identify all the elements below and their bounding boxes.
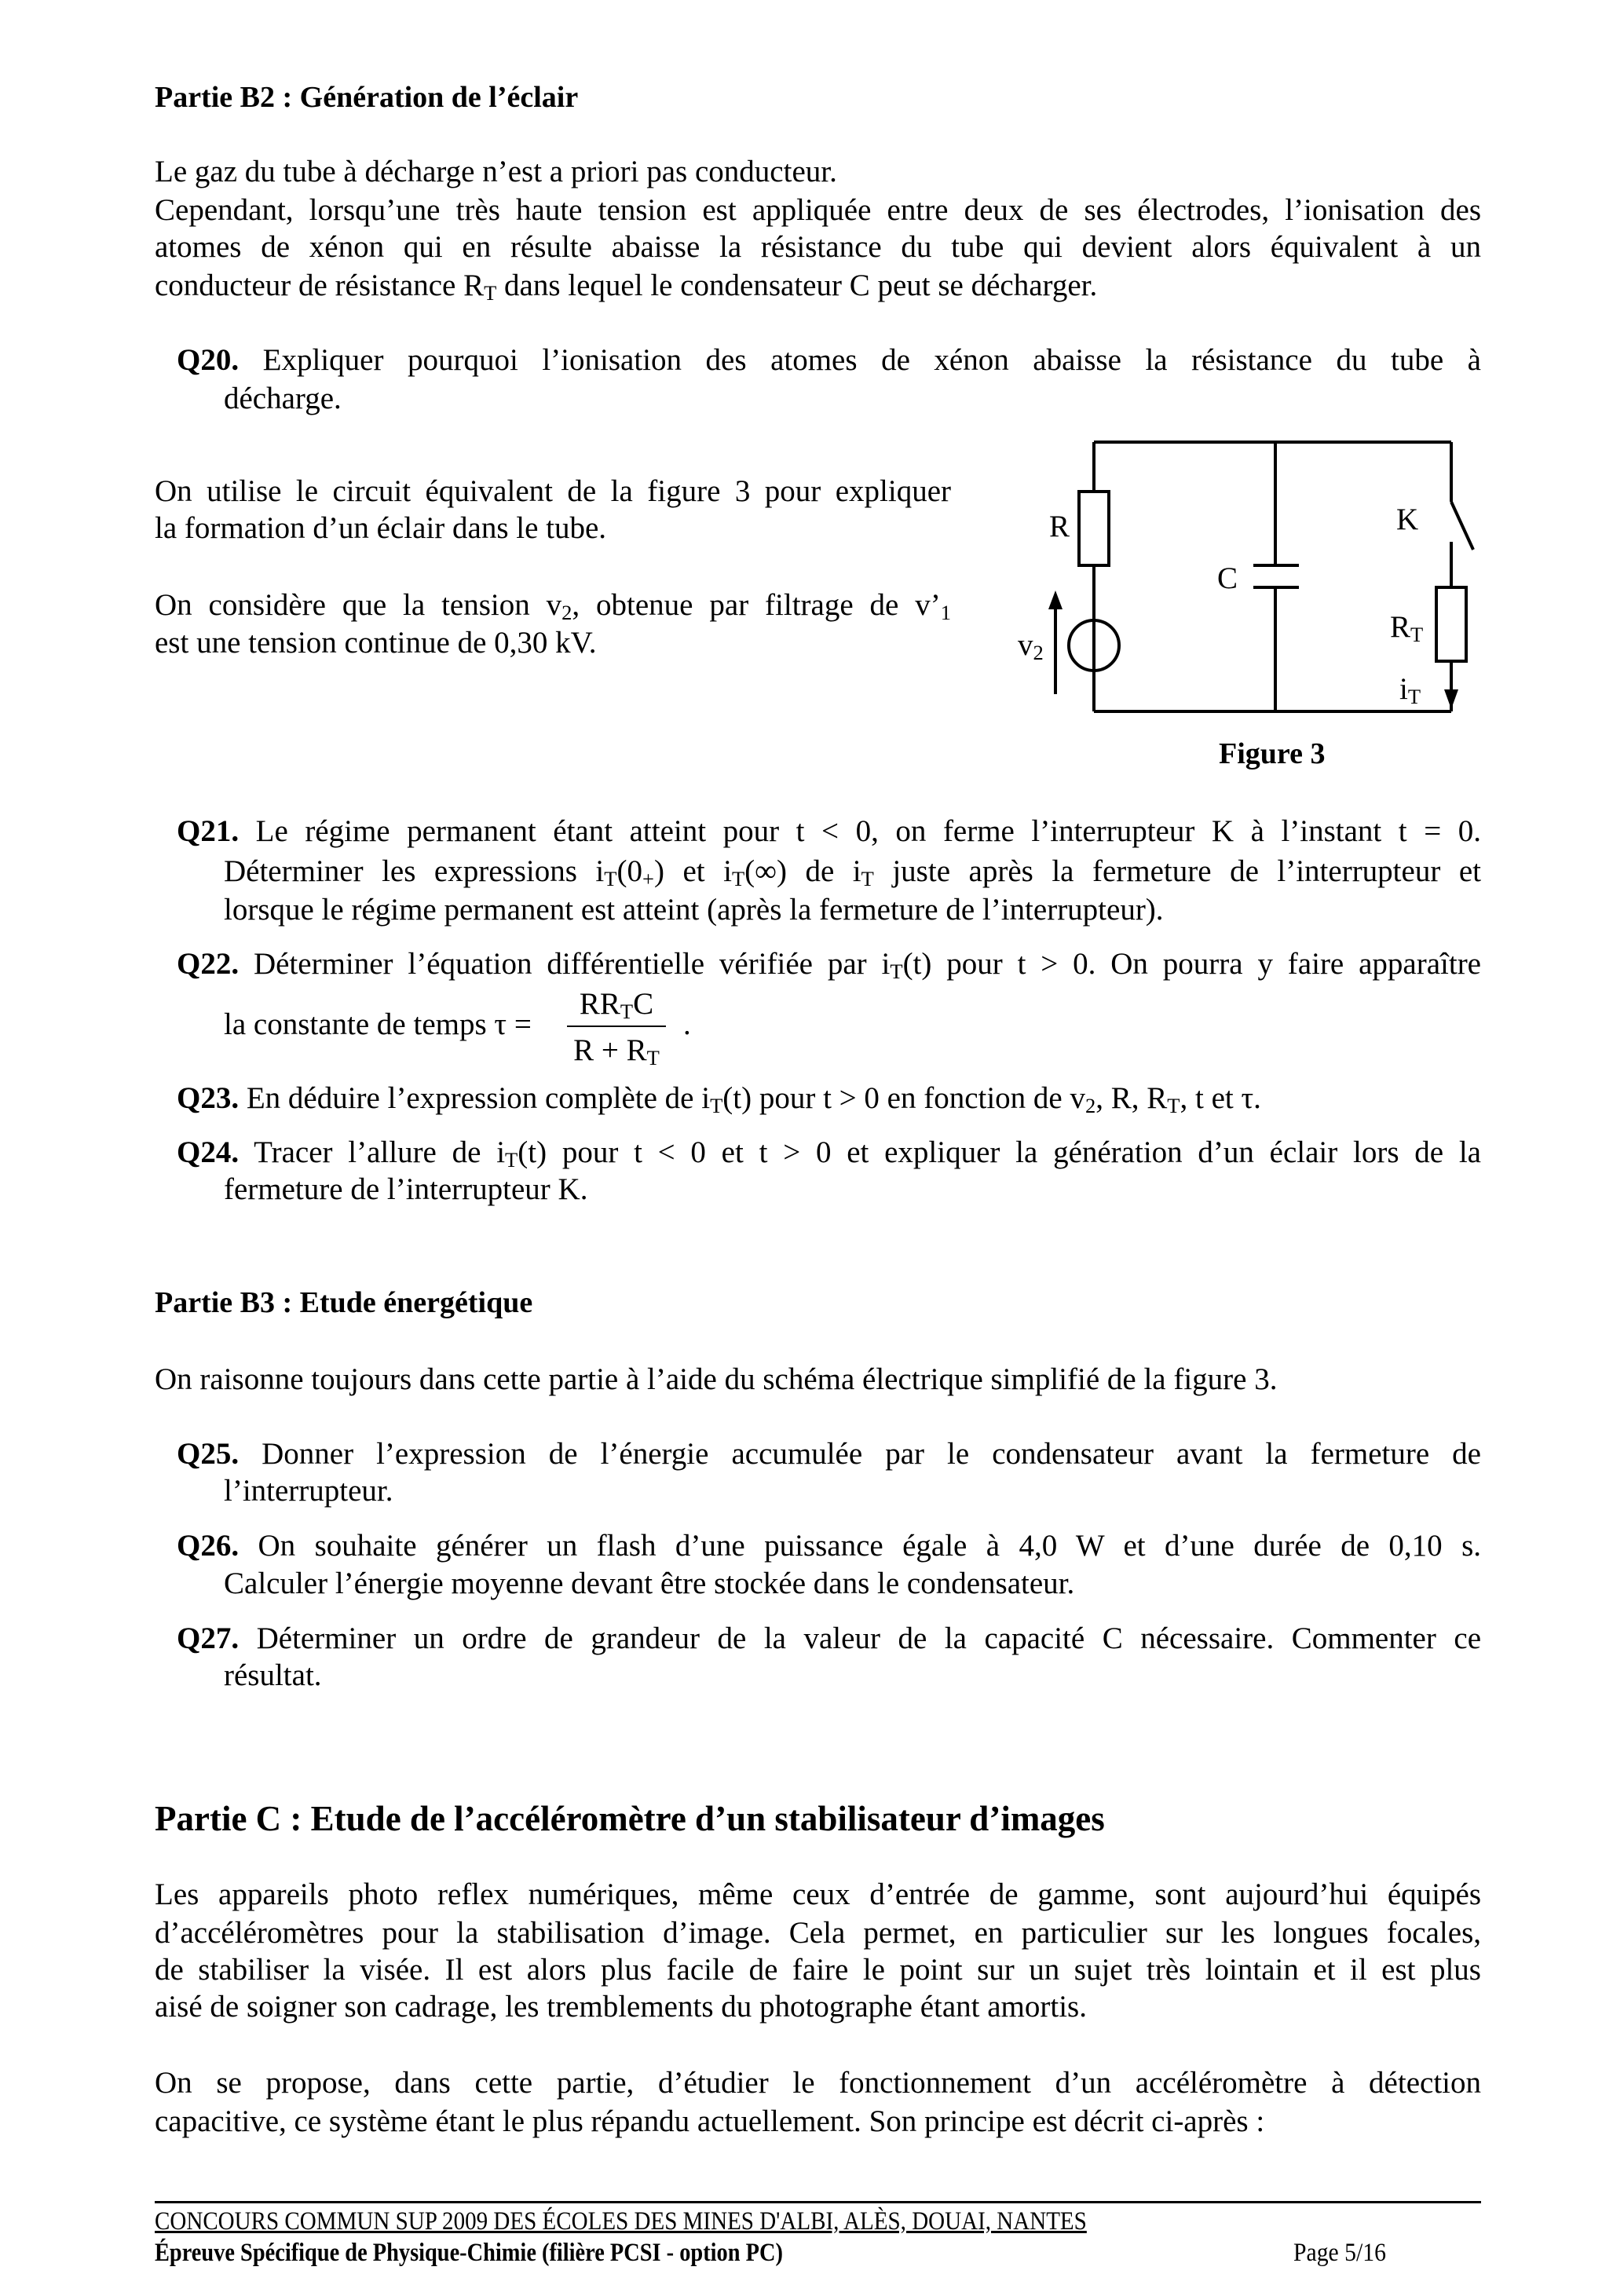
fraction-bar	[567, 1026, 666, 1027]
subscript: 2	[1033, 640, 1044, 664]
text-run: C	[1217, 561, 1238, 595]
question-q25-cont	[224, 1472, 393, 1510]
subscript: T	[890, 959, 903, 983]
text-run: , obtenue par filtrage de v’	[572, 588, 941, 622]
label-it	[1399, 671, 1421, 708]
question-q23	[177, 1080, 1261, 1117]
text-run: fermeture de l’interrupteur K.	[224, 1172, 588, 1206]
paragraph-line	[155, 2103, 1264, 2141]
fraction-denominator	[561, 1032, 672, 1069]
text-run: C	[633, 987, 654, 1021]
text-run: Donner l’expression de l’énergie accumulée par le condensateur avant la fermeture de	[239, 1437, 1481, 1471]
question-number: Q26.	[177, 1529, 240, 1563]
text-run: dans lequel le condensateur C peut se décharger.	[496, 269, 1098, 302]
label-r	[1049, 508, 1070, 546]
text-run: R	[1390, 610, 1411, 644]
figure-caption: Figure 3	[1219, 737, 1326, 770]
text-run: ) et i	[653, 854, 732, 888]
text-run: (0	[616, 854, 642, 888]
subscript: T	[1410, 622, 1424, 646]
subscript: T	[731, 866, 745, 890]
subscript: T	[1407, 684, 1421, 708]
question-number: Q23.	[177, 1081, 240, 1115]
text-run: K	[1396, 503, 1419, 536]
text-run: résultat.	[224, 1658, 322, 1692]
question-q27-cont	[224, 1657, 322, 1695]
subscript: +	[642, 866, 654, 890]
footer-contest: CONCOURS COMMUN SUP 2009 DES ÉCOLES DES MINES D'ALBI, ALÈS, DOUAI, NANTES	[155, 2207, 1087, 2236]
text-run: , R, R	[1095, 1081, 1168, 1115]
text-run: la formation d’un éclair dans le tube.	[155, 511, 607, 545]
text-run: Déterminer un ordre de grandeur de la valeur de la capacité C nécessaire. Commenter ce	[239, 1621, 1481, 1655]
text-run: On se propose, dans cette partie, d’étudier le fonctionnement d’un accéléromètre à détection	[155, 2066, 1481, 2100]
section-heading-c: Partie C : Etude de l’accéléromètre d’un stabilisateur d’images	[155, 1799, 1105, 1838]
text-run: (t) pour t > 0 en fonction de v	[722, 1081, 1085, 1115]
text-run: (t) pour t > 0. On pourra y faire apparaître	[902, 947, 1481, 981]
text-run: R + R	[573, 1033, 647, 1067]
text-run: atomes de xénon qui en résulte abaisse la résistance du tube qui devient alors équivalent à un	[155, 230, 1481, 264]
question-q21-cont	[224, 891, 1164, 929]
text-run: Déterminer l’équation différentielle vérifiée par i	[239, 947, 891, 981]
text-run: conducteur de résistance R	[155, 269, 485, 302]
label-k	[1396, 501, 1418, 539]
subscript: T	[484, 280, 497, 305]
paragraph-line	[155, 1951, 1481, 1989]
text-run: lorsque le régime permanent est atteint (après la fermeture de l’interrupteur).	[224, 893, 1164, 927]
text-run: d’accéléromètres pour la stabilisation d’image. Cela permet, en particulier sur les longues focales,	[155, 1916, 1481, 1950]
paragraph-line	[155, 1361, 1277, 1398]
footer-exam: Épreuve Spécifique de Physique-Chimie (filière PCSI - option PC)	[155, 2239, 783, 2267]
subscript: T	[604, 866, 617, 890]
subscript: T	[710, 1093, 723, 1117]
question-q25	[177, 1435, 1481, 1473]
text-run: décharge.	[224, 382, 342, 415]
label-c	[1217, 560, 1238, 598]
text-run: (∞) de i	[744, 854, 861, 888]
section-heading-b3: Partie B3 : Etude énergétique	[155, 1286, 533, 1319]
paragraph-line	[155, 2064, 1481, 2102]
text-run: RR	[579, 987, 620, 1021]
text-run: On utilise le circuit équivalent de la figure 3 pour expliquer	[155, 474, 951, 508]
text-run: l’interrupteur.	[224, 1474, 393, 1508]
paragraph-line	[155, 1876, 1481, 1914]
text-run: Cependant, lorsqu’une très haute tension est appliquée entre deux de ses électrodes, l’ionisation des	[155, 193, 1481, 227]
subscript: T	[1167, 1093, 1180, 1117]
subscript: T	[861, 866, 874, 890]
text-run: Tracer l’allure de i	[239, 1135, 506, 1169]
paragraph-line	[155, 1988, 1087, 2026]
text-run: aisé de soigner son cadrage, les tremblements du photographe étant amortis.	[155, 1990, 1087, 2024]
capacitor-plates	[1253, 565, 1299, 587]
fraction-numerator	[561, 985, 672, 1023]
text-run: de stabiliser la visée. Il est alors plus facile de faire le point sur un sujet très lointain et il est plus	[155, 1953, 1481, 1987]
tau-label: la constante de temps τ =	[224, 1007, 532, 1041]
question-q26-cont	[224, 1565, 1074, 1603]
resistor-rt	[1436, 587, 1466, 661]
text-run: (t) pour t < 0 et t > 0 et expliquer la génération d’un éclair lors de la	[518, 1135, 1481, 1169]
question-q26	[177, 1527, 1481, 1565]
text-run: capacitive, ce système étant le plus répandu actuellement. Son principe est décrit ci-après :	[155, 2104, 1265, 2138]
subscript: 1	[940, 600, 951, 624]
text-run: On considère que la tension v	[155, 588, 562, 622]
text-run: Le gaz du tube à décharge n’est a priori pas conducteur.	[155, 155, 837, 188]
question-q21	[177, 813, 1481, 850]
text-run: , t et τ.	[1180, 1081, 1261, 1115]
v2-arrowhead	[1048, 590, 1063, 609]
question-number: Q20.	[177, 343, 240, 377]
question-q21-cont	[224, 853, 1481, 890]
text-run: R	[1049, 510, 1070, 543]
subscript: T	[620, 999, 634, 1023]
question-q22	[177, 945, 1481, 983]
text-run: juste après la fermeture de l’interrupteur et	[873, 854, 1481, 888]
question-q27	[177, 1620, 1481, 1658]
label-v2	[1018, 627, 1044, 664]
text-run: En déduire l’expression complète de i	[239, 1081, 711, 1115]
resistor-r	[1079, 492, 1109, 565]
question-number: Q24.	[177, 1135, 240, 1169]
label-rt	[1390, 609, 1423, 646]
paragraph-line	[155, 1914, 1481, 1952]
text-run: Calculer l’énergie moyenne devant être stockée dans le condensateur.	[224, 1567, 1075, 1600]
question-q24-cont	[224, 1171, 587, 1208]
it-arrowhead	[1444, 689, 1458, 709]
text-run: Déterminer les expressions i	[224, 854, 605, 888]
text-run: On souhaite générer un flash d’une puissance égale à 4,0 W et d’une durée de 0,10 s.	[239, 1529, 1481, 1563]
text-run: On raisonne toujours dans cette partie à l’aide du schéma électrique simplifié de la figure 3.	[155, 1362, 1278, 1396]
question-number: Q27.	[177, 1621, 240, 1655]
text-run: Expliquer pourquoi l’ionisation des atomes de xénon abaisse la résistance du tube à	[239, 343, 1481, 377]
subscript: 2	[1084, 1093, 1096, 1117]
subscript: 2	[561, 600, 572, 624]
text-run: Le régime permanent étant atteint pour t < 0, on ferme l’interrupteur K à l’instant t = 0.	[239, 814, 1481, 848]
text-run: v	[1018, 628, 1033, 662]
fraction-period: .	[683, 1007, 691, 1041]
subscript: T	[505, 1147, 518, 1172]
text-run: Les appareils photo reflex numériques, même ceux d’entrée de gamme, sont aujourd’hui équipés	[155, 1877, 1481, 1911]
question-number: Q21.	[177, 814, 240, 848]
switch-k-blade	[1451, 502, 1473, 550]
footer-rule	[155, 2201, 1481, 2203]
section-heading-b2: Partie B2 : Génération de l’éclair	[155, 81, 579, 114]
question-number: Q22.	[177, 947, 240, 981]
circuit-diagram-figure-3	[0, 0, 1624, 785]
page-number: Page 5/16	[1293, 2239, 1386, 2267]
text-run: i	[1399, 672, 1408, 706]
question-number: Q25.	[177, 1437, 240, 1471]
subscript: T	[646, 1045, 660, 1069]
text-run: est une tension continue de 0,30 kV.	[155, 626, 597, 660]
question-q24	[177, 1134, 1481, 1172]
